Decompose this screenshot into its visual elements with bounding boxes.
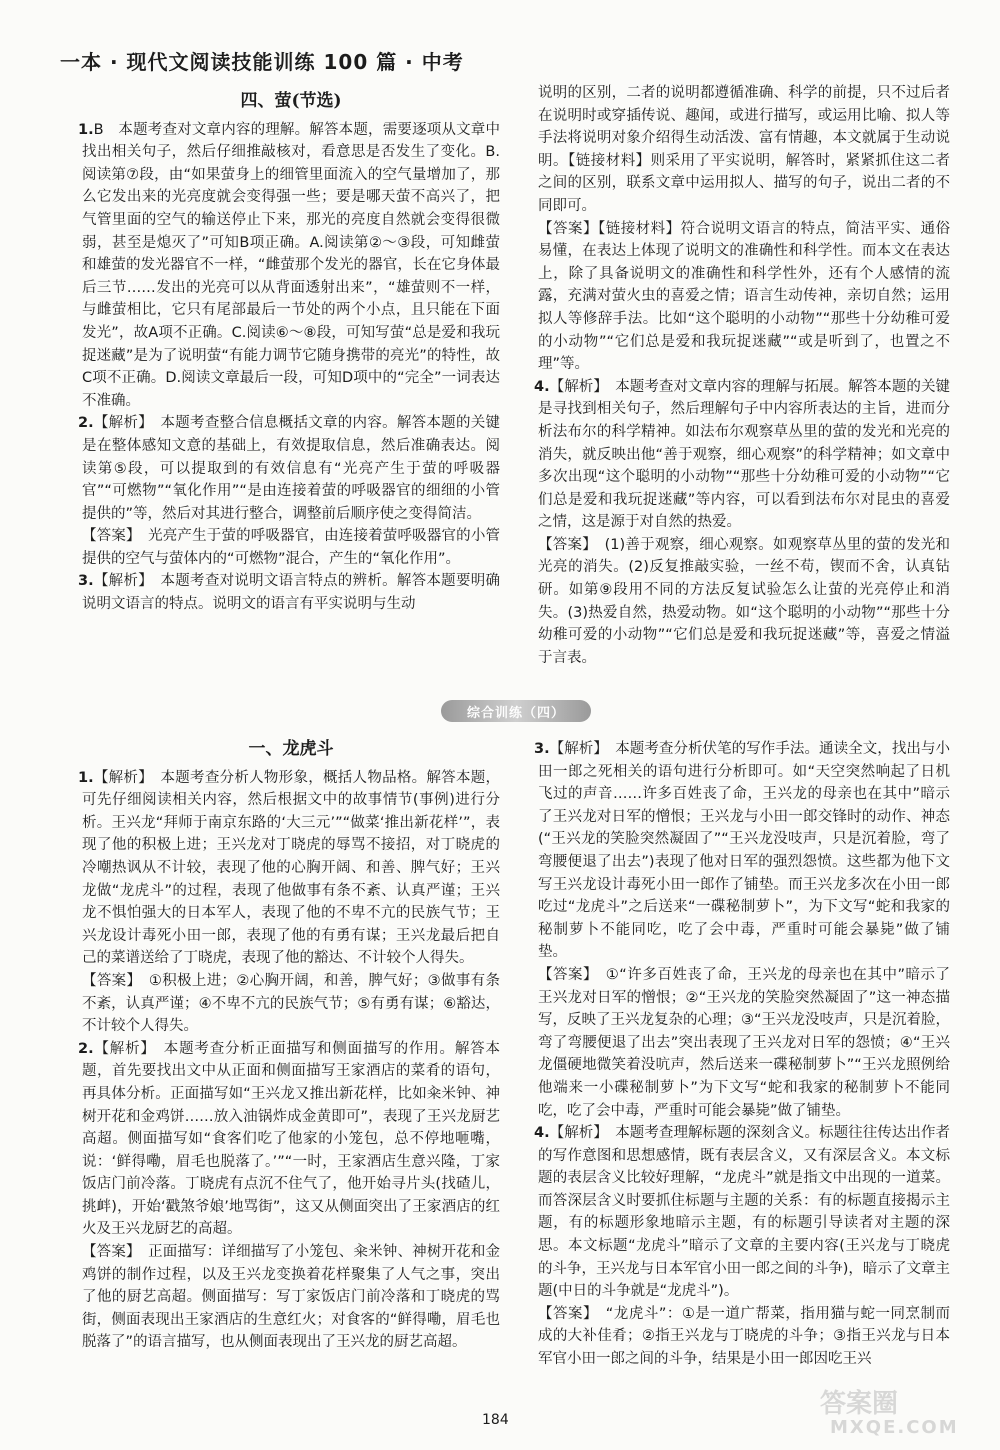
- section-title-firefly: 四、萤(节选): [240, 91, 342, 111]
- paragraph: 【答案】【链接材料】符合说明文语言的特点，简洁平实、通俗易懂，在表达上体现了说明文的准确性和科学性。而本文在表达上，除了具备说明文的准确性和科学性外，还有个人感情的流露，充满对萤火虫的喜爱之情；语言生动传神，亲切自然；运用拟人等修辞手法。比如“这个聪明的小动物”“那些十分幼稚可爱的小动物”“它们总是爱和我玩捉迷藏”“或是听到了，也置之不理”等。: [538, 220, 950, 373]
- item-text: 【解析】 本题考查整合信息概括文章的内容。解答本题的关键是在整体感知文意的基础上，有效提取信息，然后准确表达。阅读第⑤段，可以提取到的有效信息有“光亮产生于萤的呼吸器官”“可燃物”“氧化作用”“是由连接着萤的呼吸器官的细细的小管提供的”等，然后对其进行整合，调整前后顺序使之变得简洁。: [82, 415, 500, 522]
- item-number: 1.: [78, 769, 94, 786]
- item-text: 【解析】 本题考查对文章内容的理解与拓展。解答本题的关键是寻找到相关句子，然后理解句子中内容所表达的主旨，进而分析法布尔的科学精神。如法布尔观察草丛里的萤的发光和光亮的消失，就反映出他“善于观察，细心观察”的科学精神；如文章中多次出现“这个聪明的小动物”“那些十分幼稚可爱的小动物”“它们总是爱和我玩捉迷藏”等内容，可以看到法布尔对昆虫的喜爱之情，这是源于对自然的热爱。: [538, 378, 950, 531]
- item-text: B 本题考查对文章内容的理解。解答本题，需要逐项从文章中找出相关句子，然后仔细推敲核对，看意思是否发生了变化。B.阅读第⑦段，由“如果萤身上的细管里面流入的空气量增加了，那么它发出来的光亮度就会变得强一些；要是哪天萤不高兴了，把气管里面的空气的输送停止下来，那光的亮度自然就会变得很微弱，甚至是熄灭了”可知B项正确。A.阅读第②～③段，可知雌萤和雄萤的发光器官不一样，“雌萤那个发光的器官，长在它身体最后三节……发出的光亮可以从背面透射出来”，“雄萤则不一样，与雌萤相比，它只有尾部最后一节处的两个小点，且只能在下面发光”，故A项不正确。C.阅读⑥～⑧段，可知写萤“总是爱和我玩捉迷藏”是为了说明萤“有能力调节它随身携带的亮光”的特性，故C项不正确。D.阅读文章最后一段，可知D项中的“完全”一词表达不准确。: [82, 121, 500, 409]
- page-header: 一本 · 现代文阅读技能训练 100 篇 · 中考: [60, 50, 464, 74]
- item-number: 1.: [78, 121, 94, 138]
- item-number: 2.: [78, 1040, 94, 1057]
- answer-item: [78, 767, 500, 970]
- item-number: 2.: [78, 415, 94, 432]
- item-answer: 【答案】 正面描写：详细描写了小笼包、籴米钟、神树开花和金鸡饼的制作过程，以及王兴龙变换着花样聚集了人气之事，突出了他的厨艺高超。侧面描写：写丁家饭店门前冷落和丁晓虎的骂街，侧面表现出王家酒店的生意红火；对食客的“鲜得嘞，眉毛也脱落了”的语言描写，也从侧面表现出了王兴龙的厨艺高超。: [82, 1244, 500, 1351]
- answer-item: [82, 525, 500, 570]
- item-answer: 【答案】 ①“许多百姓丧了命，王兴龙的母亲也在其中”暗示了王兴龙对日军的憎恨；②“王兴龙的笑脸突然凝固了”这一神态描写，反映了王兴龙复杂的心理；③“王兴龙没吱声，只是沉着脸，弯了弯腰便退了出去”突出表现了王兴龙对日军的怨愤；④“王兴龙僵硬地微笑着没吭声，然后送来一碟秘制萝卜”“王兴龙照例给他端来一小碟秘制萝卜”为下文写“蛇和我家的秘制萝卜不能同吃，吃了会中毒，严重时可能会暴毙”做了铺垫。: [538, 966, 951, 1119]
- watermark-text: 答案圈: [820, 1389, 899, 1419]
- item-number: 3.: [78, 573, 94, 590]
- answer-item: [534, 1122, 950, 1303]
- item-text: 【解析】 本题考查理解标题的深刻含义。标题往往传达出作者的写作意图和思想感情，既有表层含义，又有深层含义。本文标题的表层含义比较好理解，“龙虎斗”就是指文中出现的一道菜。而答深层含义时要抓住标题与主题的关系：有的标题直接揭示主题，有的标题形象地暗示主题，有的标题引导读者对主题的深思。本文标题“龙虎斗”暗示了文章的主要内容(王兴龙与丁晓虎的斗争，王兴龙与日本军官小田一郎之间的斗争)，暗示了文章主题(中日的斗争就是“龙虎斗”)。: [538, 1125, 950, 1300]
- right-top-column: [534, 82, 950, 669]
- answer-item: [82, 970, 500, 1038]
- answer-item: [538, 1303, 950, 1371]
- answer-item: [534, 738, 950, 964]
- answer-item: [534, 376, 950, 534]
- item-answer: 【答案】 “龙虎斗”：①是一道广帮菜，指用猫与蛇一同烹制而成的大补佳肴；②指王兴龙与丁晓虎的斗争；③指王兴龙与日本军官小田一郎之间的斗争，结果是小田一郎因吃王兴: [538, 1305, 950, 1368]
- item-answer: 【答案】 (1)善于观察，细心观察。如观察草丛里的萤的发光和光亮的消失。(2)反复推敲实验，一丝不苟，锲而不舍，认真钻研。如第⑨段用不同的方法反复试验怎么让萤的光亮停止和消失。(3)热爱自然，热爱动物。如“这个聪明的小动物”“那些十分幼稚可爱的小动物”“它们总是爱和我玩捉迷藏”等，喜爱之情溢于言表。: [538, 536, 950, 666]
- item-text: 【解析】 本题考查分析伏笔的写作手法。通读全文，找出与小田一郎之死相关的语句进行分析即可。如“天空突然响起了日机飞过的声音……许多百姓丧了命，王兴龙的母亲也在其中”暗示了王兴龙对日军的憎恨；王兴龙与小田一郎交锋时的动作、神态(“王兴龙的笑脸突然凝固了”“王兴龙没吱声，只是沉着脸，弯了弯腰便退了出去”)表现了他对日军的强烈怨愤。这些都为他下文写王兴龙设计毒死小田一郎作了铺垫。而王兴龙多次在小田一郎吃过“龙虎斗”之后送来“一碟秘制萝卜”，为下文写“蛇和我家的秘制萝卜不能同吃，吃了会中毒，严重时可能会暴毙”做了铺垫。: [538, 741, 950, 961]
- item-number: 4.: [534, 1125, 550, 1142]
- answer-item: [82, 1241, 500, 1354]
- item-text: 【解析】 本题考查分析正面描写和侧面描写的作用。解答本题，首先要找出文中从正面和侧面描写王家酒店的菜肴的语句，再具体分析。正面描写如“王兴龙又推出新花样，比如籴米钟、神树开花和金鸡饼……放入油锅炸成金黄即可”，表现了王兴龙厨艺高超。侧面描写如“食客们吃了他家的小笼包，总不停地咂嘴，说：‘鲜得嘞，眉毛也脱落了。’”“一时，王家酒店生意兴隆，丁家饭店门前冷落。丁晓虎有点沉不住气了，他开始寻片头(找碴儿，挑衅)，开始‘戳煞爷娘’地骂街”，这又从侧面突出了王家酒店的红火及王兴龙厨艺的高超。: [82, 1040, 500, 1238]
- answer-item: [78, 570, 500, 615]
- answer-item: [78, 1038, 500, 1241]
- answer-item: [78, 412, 500, 525]
- item-number: 4.: [534, 378, 550, 395]
- item-answer: 【答案】 ①积极上进；②心胸开阔，和善，脾气好；③做事有条不紊，认真严谨；④不卑不亢的民族气节；⑤有勇有谋；⑥豁达，不计较个人得失。: [82, 972, 500, 1035]
- answer-item: [538, 964, 950, 1122]
- section-title-dragon-tiger: 一、龙虎斗: [248, 739, 334, 759]
- item-answer: 【答案】 光亮产生于萤的呼吸器官，由连接着萤呼吸器官的小管提供的空气与萤体内的“可燃物”混合，产生的“氧化作用”。: [82, 528, 500, 567]
- paragraph: 说明的区别，二者的说明都遵循准确、科学的前提，只不过后者在说明时或穿插传说、趣闻，或进行描写，或运用比喻、拟人等手法将说明对象介绍得生动活泼、富有情趣，本文就属于生动说明。【链接材料】则采用了平实说明，解答时，紧紧抓住这二者之间的区别，联系文章中运用拟人、描写的句子，说出二者的不同即可。: [538, 85, 950, 214]
- item-text: 【解析】 本题考查对说明文语言特点的辨析。解答本题要明确说明文语言的特点。说明文的语言有平实说明与生动: [82, 573, 500, 613]
- right-bottom-column: [534, 738, 951, 1371]
- left-top-column: [78, 90, 500, 616]
- item-number: 3.: [534, 741, 550, 757]
- page-number: 184: [482, 1412, 509, 1428]
- section-banner: 综合训练（四）: [441, 700, 591, 722]
- item-text: 【解析】 本题考查分析人物形象，概括人物品格。解答本题，可先仔细阅读相关内容，然后根据文中的故事情节(事例)进行分析。王兴龙“拜师于南京东路的‘大三元’”“做菜‘推出新花样’”，表现了他的积极上进；王兴龙对丁晓虎的辱骂不接招，对丁晓虎的冷嘲热讽从不计较，表现了他的心胸开阔、和善、脾气好；王兴龙做“龙虎斗”的过程，表现了他做事有条不紊、认真严谨；王兴龙不惧怕强大的日本军人，表现了他的不卑不亢的民族气节；王兴龙设计毒死小田一郎，表现了他的有勇有谋；王兴龙最后把自己的菜谱送给了丁晓虎，表现了他的豁达、不计较个人得失。: [82, 769, 500, 967]
- watermark-logo: [820, 1383, 990, 1443]
- answer-item: [538, 534, 950, 670]
- left-bottom-column: [78, 738, 500, 1354]
- watermark-domain: MXQE.COM: [830, 1417, 959, 1438]
- answer-item: [78, 119, 500, 413]
